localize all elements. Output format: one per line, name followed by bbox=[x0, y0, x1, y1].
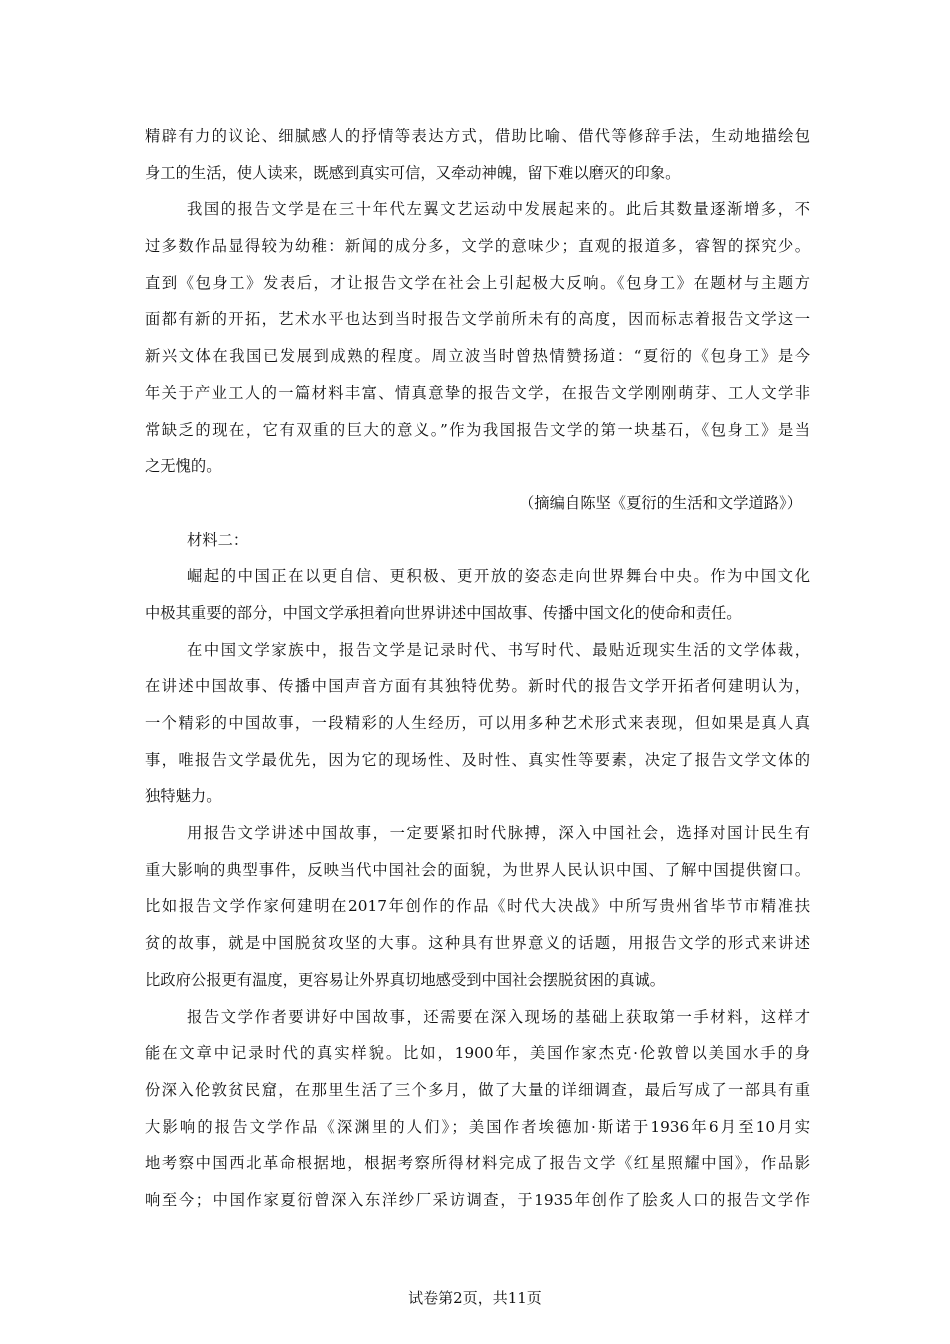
text-line: 贫的故事，就是中国脱贫攻坚的大事。这种具有世界意义的话题，用报告文学的形式来讲述 bbox=[145, 934, 810, 953]
source-citation: （摘编自陈坚《夏衍的生活和文学道路》） bbox=[519, 493, 802, 512]
text-line: 在中国文学家族中，报告文学是记录时代、书写时代、最贴近现实生活的文学体裁， bbox=[187, 640, 810, 659]
text-line: 事，唯报告文学最优先，因为它的现场性、及时性、真实性等要素，决定了报告文学文体的 bbox=[145, 750, 810, 769]
text-line: 身工的生活，使人读来，既感到真实可信，又牵动神魄，留下难以磨灭的印象。 bbox=[145, 163, 681, 182]
text-line: 精辟有力的议论、细腻感人的抒情等表达方式，借助比喻、借代等修辞手法，生动地描绘包 bbox=[145, 127, 810, 145]
text-line: 崛起的中国正在以更自信、更积极、更开放的姿态走向世界舞台中央。作为中国文化 bbox=[187, 567, 810, 586]
text-line: 面都有新的开拓，艺术水平也达到当时报告文学前所未有的高度，因而标志着报告文学这一 bbox=[145, 310, 810, 329]
text-line: 份深入伦敦贫民窟，在那里生活了三个多月，做了大量的详细调查，最后写成了一部具有重 bbox=[145, 1080, 810, 1099]
text-line: 常缺乏的现在，它有双重的巨大的意义。”作为我国报告文学的第一块基石，《包身工》是当 bbox=[145, 420, 810, 439]
text-line: 新兴文体在我国已发展到成熟的程度。周立波当时曾热情赞扬道：“夏衍的《包身工》是今 bbox=[145, 347, 810, 366]
document-body bbox=[145, 118, 810, 1219]
page-footer: 试卷第2页，共11页 bbox=[408, 1289, 542, 1307]
text-line: 我国的报告文学是在三十年代左翼文艺运动中发展起来的。此后其数量逐渐增多，不 bbox=[187, 200, 810, 219]
text-line: 响至今；中国作家夏衍曾深入东洋纱厂采访调查，于1935年创作了脍炙人口的报告文学作 bbox=[145, 1190, 810, 1209]
text-line: 重大影响的典型事件，反映当代中国社会的面貌，为世界人民认识中国、了解中国提供窗口。 bbox=[145, 860, 810, 879]
text-line: 用报告文学讲述中国故事，一定要紧扣时代脉搏，深入中国社会，选择对国计民生有 bbox=[187, 824, 810, 843]
text-line: 能在文章中记录时代的真实样貌。比如，1900年，美国作家杰克·伦敦曾以美国水手的身 bbox=[145, 1044, 810, 1063]
text-line: 比政府公报更有温度，更容易让外界真切地感受到中国社会摆脱贫困的真诚。 bbox=[145, 970, 666, 989]
text-line: 大影响的报告文学作品《深渊里的人们》；美国作者埃德加·斯诺于1936年6月至10月实 bbox=[145, 1117, 810, 1136]
text-line: 之无愧的。 bbox=[145, 457, 222, 476]
text-line: 在讲述中国故事、传播中国声音方面有其独特优势。新时代的报告文学开拓者何建明认为， bbox=[145, 677, 810, 696]
text-line: 报告文学作者要讲好中国故事，还需要在深入现场的基础上获取第一手材料，这样才 bbox=[187, 1007, 810, 1026]
text-line: 直到《包身工》发表后，才让报告文学在社会上引起极大反响。《包身工》在题材与主题方 bbox=[145, 273, 810, 292]
section-heading: 材料二： bbox=[187, 530, 249, 549]
text-line: 中极其重要的部分，中国文学承担着向世界讲述中国故事、传播中国文化的使命和责任。 bbox=[145, 603, 742, 622]
text-line: 地考察中国西北革命根据地，根据考察所得材料完成了报告文学《红星照耀中国》，作品影 bbox=[145, 1154, 810, 1173]
text-line: 年关于产业工人的一篇材料丰富、情真意挚的报告文学，在报告文学刚刚萌芽、工人文学非 bbox=[145, 383, 810, 402]
text-line: 独特魅力。 bbox=[145, 787, 222, 806]
text-line: 比如报告文学作家何建明在2017年创作的作品《时代大决战》中所写贵州省毕节市精准扶 bbox=[145, 897, 810, 916]
text-line: 过多数作品显得较为幼稚：新闻的成分多，文学的意味少；直观的报道多，睿智的探究少。 bbox=[145, 237, 810, 256]
text-line: 一个精彩的中国故事，一段精彩的人生经历，可以用多种艺术形式来表现，但如果是真人真 bbox=[145, 714, 810, 732]
